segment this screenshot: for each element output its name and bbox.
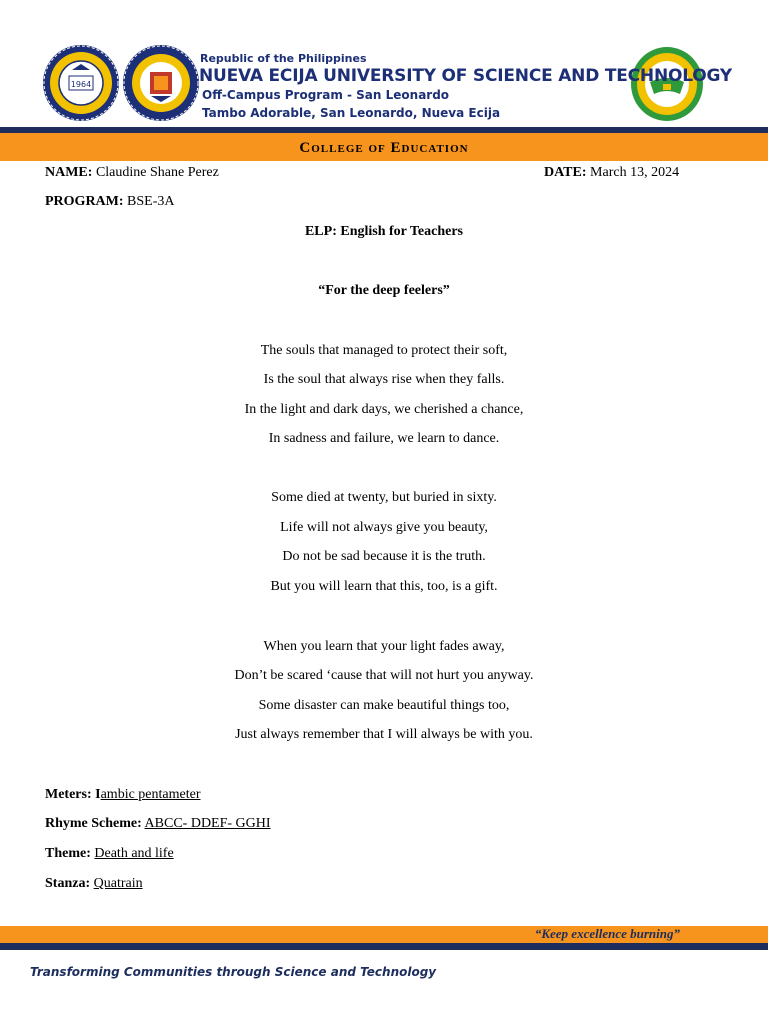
stanza-3-line-1: When you learn that your light fades away, — [263, 639, 505, 654]
stanza-1-line-4: In sadness and failure, we learn to dance. — [268, 431, 500, 446]
footer-navy-stripe — [0, 943, 768, 950]
stanza-2-line-4: But you will learn that this, too, is a gift. — [270, 579, 498, 594]
meters-initial: I — [95, 787, 101, 802]
stanza-1-line-1: The souls that managed to protect their soft, — [260, 343, 508, 358]
name-row — [45, 165, 219, 181]
college-of-education-seal-logo — [42, 44, 120, 122]
program-row — [45, 194, 175, 210]
date-label: DATE: — [544, 165, 587, 180]
footer-tagline: “Keep excellence burning” — [534, 926, 680, 941]
stanza-2-line-1: Some died at twenty, but buried in sixty. — [271, 490, 497, 505]
campus-text: Off-Campus Program - San Leonardo — [202, 88, 450, 102]
stanza-1-line-3: In the light and dark days, we cherished a chance, — [244, 402, 524, 417]
republic-text: Republic of the Philippines — [200, 52, 367, 65]
stanza-value: Quatrain — [93, 876, 143, 891]
rhyme-row — [45, 816, 271, 832]
meters-label: Meters: — [45, 787, 92, 802]
stanza-1-line-2: Is the soul that always rise when they falls. — [263, 372, 505, 387]
name-label: NAME: — [45, 165, 93, 180]
address-text: Tambo Adorable, San Leonardo, Nueva Ecija — [202, 106, 501, 120]
program-value: BSE-3A — [127, 194, 175, 209]
stanza-3-line-4: Just always remember that I will always be with you. — [235, 727, 533, 742]
stanza-3-line-2: Don’t be scared ‘cause that will not hurt you anyway. — [234, 668, 534, 683]
seal-year-text: 1964 — [70, 80, 92, 89]
theme-label: Theme: — [45, 846, 91, 861]
student-name: Claudine Shane Perez — [95, 165, 219, 180]
date-value: March 13, 2024 — [590, 165, 680, 180]
poem-title: “For the deep feelers” — [318, 283, 450, 298]
stanza-3-line-3: Some disaster can make beautiful things too, — [258, 698, 510, 713]
university-name: NUEVA ECIJA UNIVERSITY OF SCIENCE AND TECHNOLOGY — [199, 66, 732, 86]
date-row — [544, 165, 679, 181]
theme-value: Death and life — [94, 846, 174, 861]
stanza-2-line-2: Life will not always give you beauty, — [280, 520, 488, 535]
college-title: College of Education — [299, 140, 469, 156]
program-label: PROGRAM: — [45, 194, 124, 209]
rhyme-value: ABCC- DDEF- GGHI — [144, 816, 271, 831]
theme-row — [45, 846, 174, 862]
stanza-row — [45, 876, 143, 892]
meters-value: ambic pentameter — [100, 787, 201, 802]
rhyme-label: Rhyme Scheme: — [45, 816, 142, 831]
course-title: ELP: English for Teachers — [304, 224, 464, 239]
university-seal-logo — [122, 44, 200, 122]
meters-row — [45, 787, 201, 803]
stanza-label: Stanza: — [45, 876, 91, 891]
footer-motto: Transforming Communities through Science and Technology — [30, 965, 437, 979]
stanza-2-line-3: Do not be sad because it is the truth. — [282, 549, 486, 564]
